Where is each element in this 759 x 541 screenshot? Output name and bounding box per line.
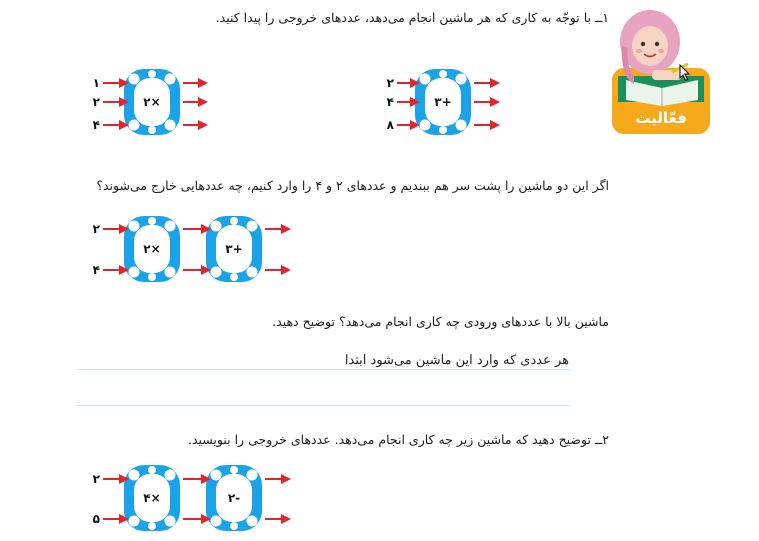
chain-1-input-1: ۲ xyxy=(92,222,100,236)
machine-a xyxy=(415,69,471,135)
machine-a-input-2: ۴ xyxy=(386,95,394,109)
chain-1-machine-second xyxy=(206,216,262,282)
activity-badge-label: فعّالیت xyxy=(635,109,687,127)
machine-a-label: ۳+ xyxy=(434,95,452,109)
machine-b-input-2: ۲ xyxy=(92,95,100,109)
chain-1-second-label: ۳+ xyxy=(225,242,243,256)
chain-2-first-label: ۴× xyxy=(143,491,161,505)
machine-b-label: ۲× xyxy=(143,95,161,109)
chain-2-second-label: ۲- xyxy=(227,491,241,505)
question-1c-text: ماشین بالا با عددهای ورودی چه کاری انجام می‌دهد؟ توضیح دهید. xyxy=(272,314,609,329)
chain-1-first-label: ۲× xyxy=(143,242,161,256)
question-2-text: ۲ــ توضیح دهید که ماشین زیر چه کاری انجام می‌دهد. عددهای خروجی را بنویسید. xyxy=(187,432,609,447)
machine-a-input-1: ۲ xyxy=(386,76,394,90)
chain-2-input-2: ۵ xyxy=(92,512,100,526)
machine-b-input-1: ۱ xyxy=(92,76,100,90)
chain-2-input-1: ۲ xyxy=(92,472,100,486)
machine-b-input-3: ۴ xyxy=(92,118,100,132)
machine-b xyxy=(124,69,180,135)
question-1-text: ۱ــ با توجّه به کاری که هر ماشین انجام می‌دهد، عددهای خروجی را پیدا کنید. xyxy=(215,10,609,25)
handwritten-answer: هر عددی که وارد این ماشین می‌شود ابتدا xyxy=(344,353,569,368)
machine-a-input-3: ۸ xyxy=(386,118,394,132)
chain-1-machine-first xyxy=(124,216,180,282)
chain-1-input-2: ۴ xyxy=(92,263,100,277)
chain-2-machine-first xyxy=(124,465,180,531)
question-1b-text: اگر این دو ماشین را پشت سر هم ببندیم و عددهای ۲ و ۴ را وارد کنیم، چه عددهایی خارج می‌شوند؟ xyxy=(96,178,609,193)
chain-2-machine-second xyxy=(206,465,262,531)
